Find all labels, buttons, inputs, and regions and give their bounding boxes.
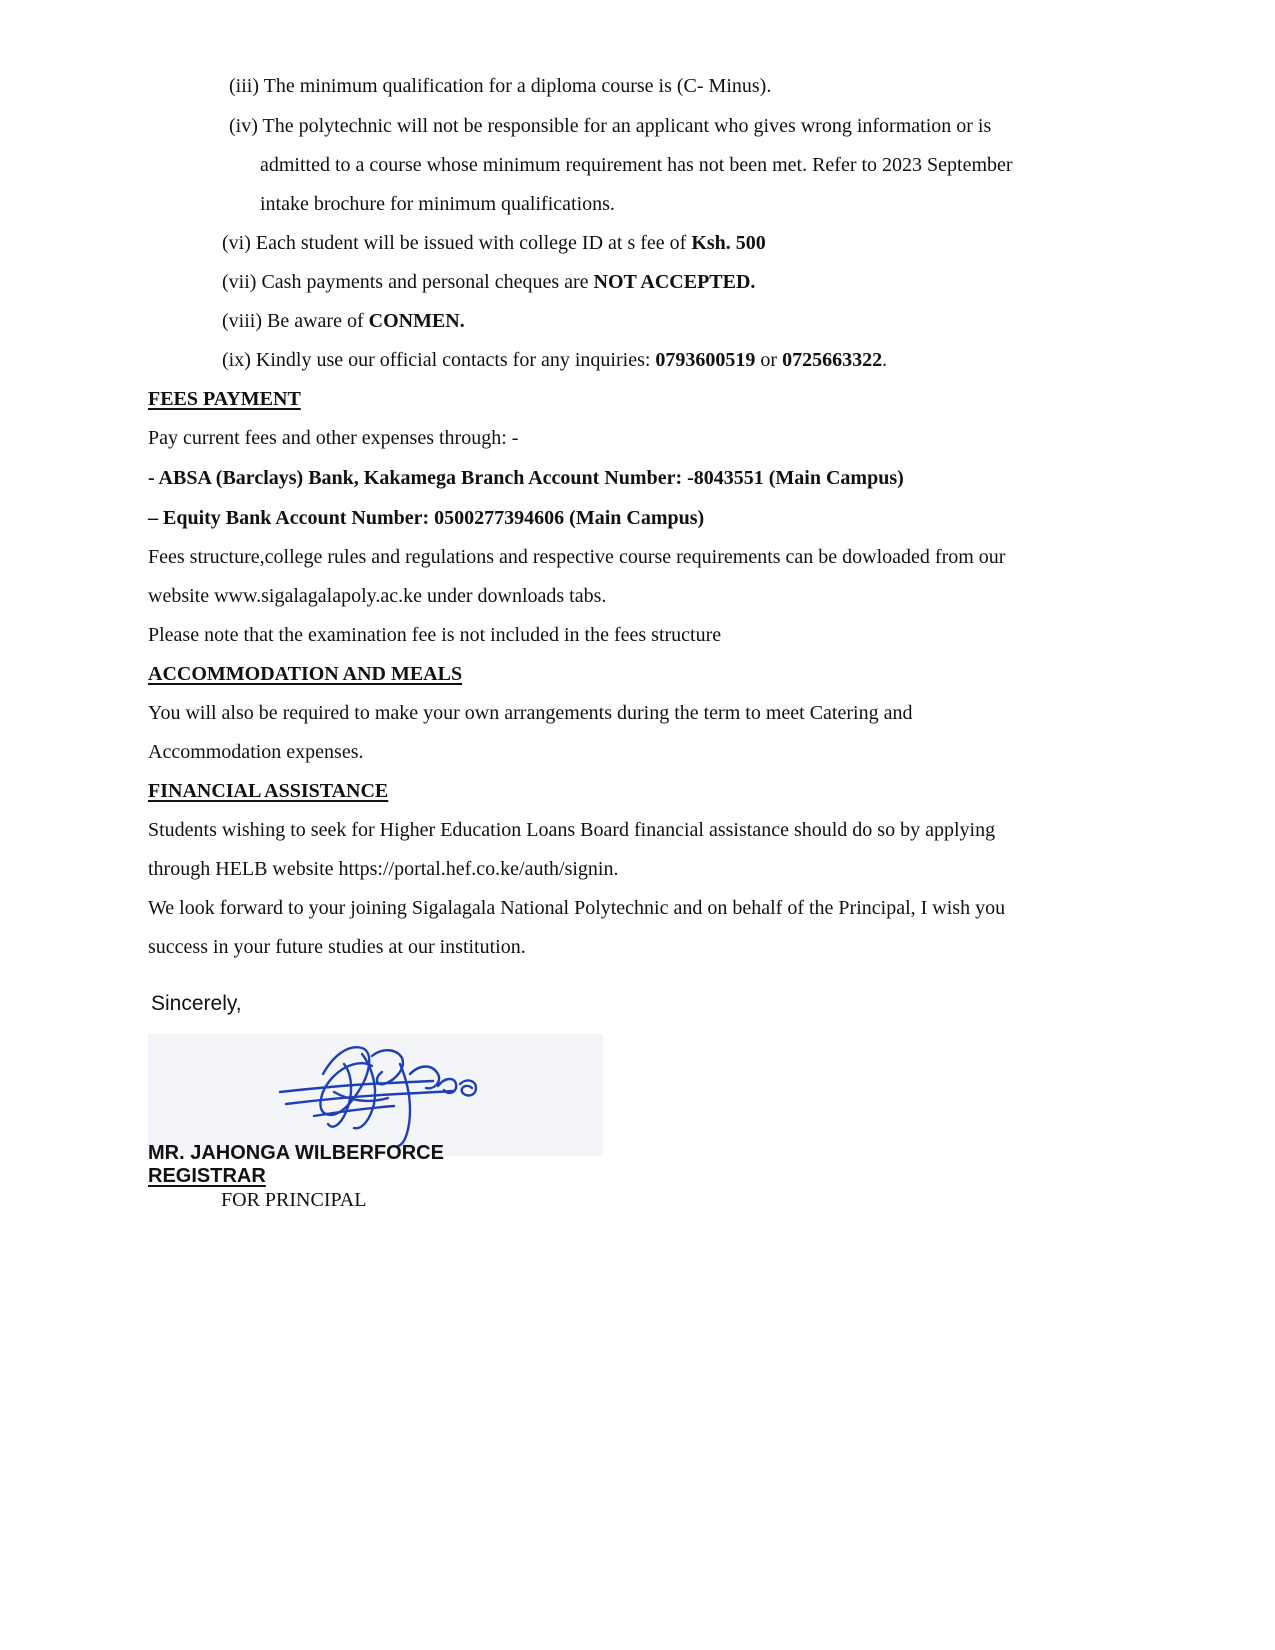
accommodation-line2: Accommodation expenses. <box>148 741 364 763</box>
registrar-title: REGISTRAR <box>148 1165 266 1187</box>
condition-number: (iii) <box>229 75 259 97</box>
condition-number: (iv) <box>229 115 258 137</box>
fees-payment-heading: FEES PAYMENT <box>148 388 301 410</box>
download-info-line1: Fees structure,college rules and regulations and respective course requirements can be dowloaded from our <box>148 546 1006 568</box>
for-principal-text: FOR PRINCIPAL <box>221 1189 367 1211</box>
id-fee-amount: Ksh. 500 <box>691 232 766 254</box>
condition-number: (viii) <box>222 310 262 332</box>
condition-iv-line2: admitted to a course whose minimum requirement has not been met. Refer to 2023 September <box>260 154 1013 176</box>
not-accepted-text: NOT ACCEPTED. <box>593 271 756 293</box>
condition-number: (ix) <box>222 349 251 371</box>
or-text: or <box>755 349 783 371</box>
condition-text: The polytechnic will not be responsible for an applicant who gives wrong information or is <box>262 115 992 137</box>
registrar-name: MR. JAHONGA WILBERFORCE <box>148 1142 444 1164</box>
condition-number: (vi) <box>222 232 251 254</box>
financial-assistance-heading: FINANCIAL ASSISTANCE <box>148 780 389 802</box>
condition-ix <box>222 348 887 372</box>
signature-scribble <box>148 1034 603 1156</box>
condition-iv-line3: intake brochure for minimum qualifications. <box>260 193 615 215</box>
condition-text: Cash payments and personal cheques are <box>261 271 594 293</box>
accommodation-line1: You will also be required to make your own arrangements during the term to meet Catering and <box>148 702 913 724</box>
condition-text: The minimum qualification for a diploma course is (C- Minus). <box>263 75 772 97</box>
accommodation-heading: ACCOMMODATION AND MEALS <box>148 663 463 685</box>
condition-iv <box>229 114 991 138</box>
sincerely-text: Sincerely, <box>151 992 242 1015</box>
condition-vi <box>222 231 766 255</box>
condition-viii <box>222 309 465 333</box>
phone-number-1: 0793600519 <box>655 349 756 371</box>
condition-text: Be aware of <box>267 310 369 332</box>
condition-text: Each student will be issued with college ID at s fee of <box>255 232 692 254</box>
closing-line2: success in your future studies at our institution. <box>148 936 526 958</box>
condition-vii <box>222 270 755 294</box>
condition-text: Kindly use our official contacts for any inquiries: <box>255 349 656 371</box>
conmen-text: CONMEN. <box>368 310 465 332</box>
condition-iii <box>229 74 771 98</box>
closing-line1: We look forward to your joining Sigalagala National Polytechnic and on behalf of the Principal, I wish you <box>148 897 1006 919</box>
exam-fee-note: Please note that the examination fee is not included in the fees structure <box>148 624 722 646</box>
condition-number: (vii) <box>222 271 257 293</box>
download-info-line2: website www.sigalagalapoly.ac.ke under downloads tabs. <box>148 585 607 607</box>
helb-line2: through HELB website https://portal.hef.co.ke/auth/signin. <box>148 858 619 880</box>
phone-number-2: 0725663322 <box>782 349 883 371</box>
absa-account-line: - ABSA (Barclays) Bank, Kakamega Branch Account Number: -8043551 (Main Campus) <box>148 467 904 489</box>
fees-intro: Pay current fees and other expenses through: - <box>148 427 519 449</box>
equity-account-line: – Equity Bank Account Number: 0500277394606 (Main Campus) <box>148 507 705 529</box>
period: . <box>882 349 888 371</box>
helb-line1: Students wishing to seek for Higher Education Loans Board financial assistance should do so by applying <box>148 819 996 841</box>
signature-image <box>148 1034 603 1156</box>
